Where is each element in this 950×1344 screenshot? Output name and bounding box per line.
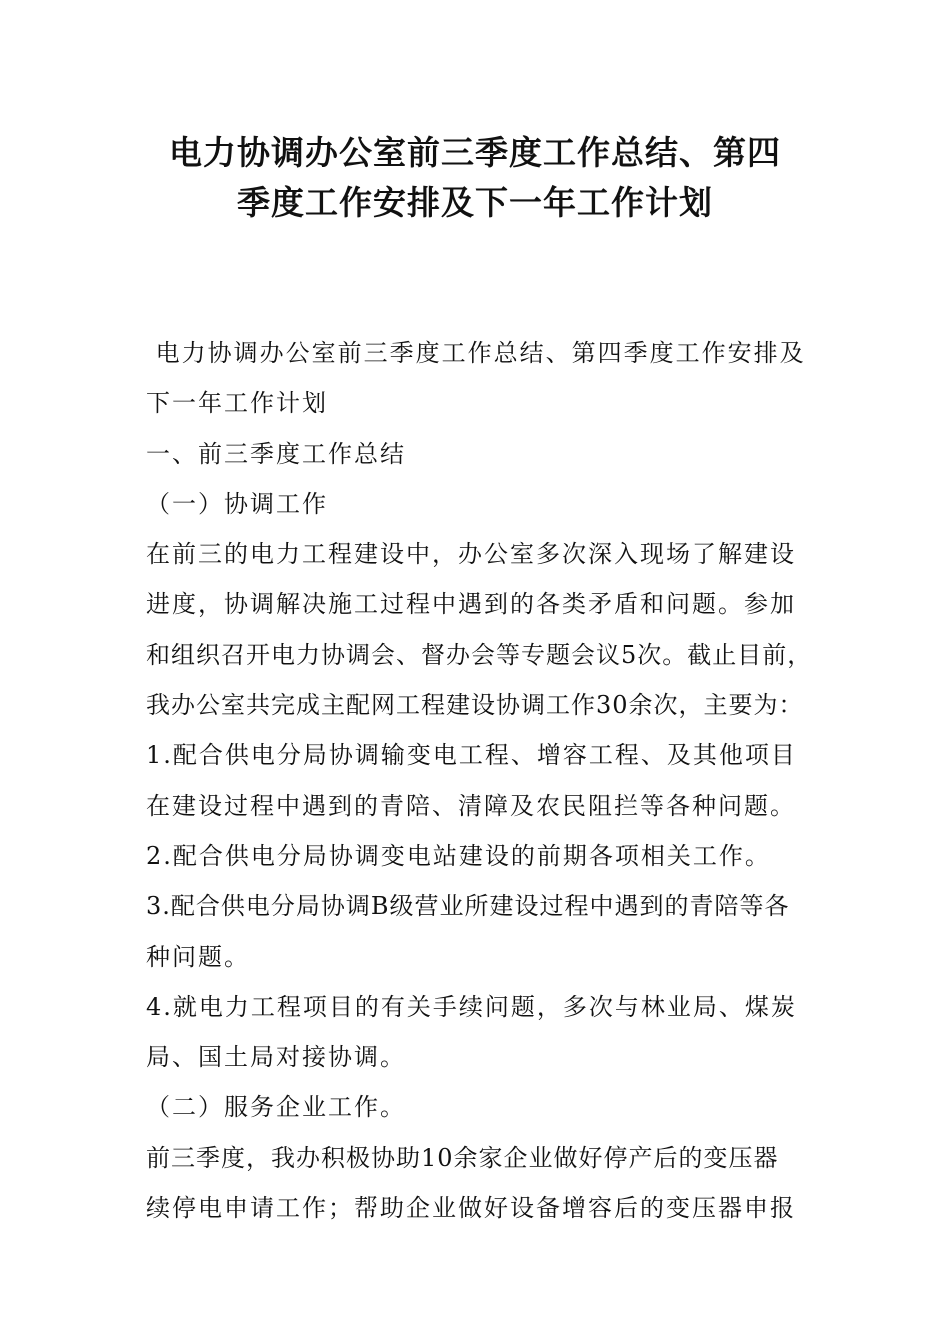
list-item: 1.配合供电分局协调输变电工程、增容工程、及其他项目 xyxy=(146,741,797,770)
body-line: 下一年工作计划 xyxy=(146,389,328,418)
body-line: 前三季度，我办积极协助10余家企业做好停产后的变压器 xyxy=(146,1143,779,1172)
document-title xyxy=(120,128,830,228)
body-line: 续停电申请工作；帮助企业做好设备增容后的变压器申报 xyxy=(146,1194,796,1223)
body-line: 在建设过程中遇到的青陪、清障及农民阻拦等各种问题。 xyxy=(146,791,796,820)
body-line: 种问题。 xyxy=(146,942,250,971)
subsection-heading: （二）服务企业工作。 xyxy=(146,1093,406,1122)
section-heading: 一、前三季度工作总结 xyxy=(146,439,406,468)
list-item: 2.配合供电分局协调变电站建设的前期各项相关工作。 xyxy=(146,841,771,870)
body-line: 局、国土局对接协调。 xyxy=(146,1043,406,1072)
list-item: 3.配合供电分局协调B级营业所建设过程中遇到的青陪等各 xyxy=(146,892,790,921)
body-line: 我办公室共完成主配网工程建设协调工作30余次，主要为： xyxy=(146,691,804,720)
document-body xyxy=(146,328,826,1233)
body-line: 在前三的电力工程建设中，办公室多次深入现场了解建设 xyxy=(146,540,796,569)
body-line: 进度，协调解决施工过程中遇到的各类矛盾和问题。参加 xyxy=(146,590,796,619)
title-line-2: 季度工作安排及下一年工作计划 xyxy=(237,183,713,222)
subsection-heading: （一）协调工作 xyxy=(146,489,328,518)
list-item: 4.就电力工程项目的有关手续问题，多次与林业局、煤炭 xyxy=(146,992,797,1021)
body-line: 和组织召开电力协调会、督办会等专题会议5次。截止目前， xyxy=(146,640,813,669)
body-line: 电力协调办公室前三季度工作总结、第四季度工作安排及 xyxy=(146,339,806,367)
title-line-1: 电力协调办公室前三季度工作总结、第四 xyxy=(169,133,781,172)
